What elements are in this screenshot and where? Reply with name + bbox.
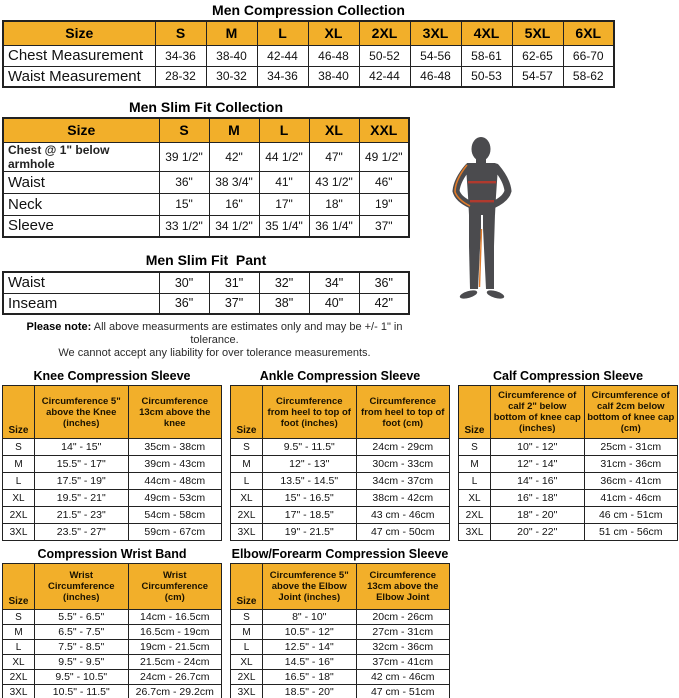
measurement-value-cell: 34-36 bbox=[155, 45, 206, 66]
size-cell: S bbox=[231, 610, 263, 625]
male-figure-silhouette bbox=[447, 136, 517, 312]
measurement-value-cell: 50-53 bbox=[461, 66, 512, 87]
header-row bbox=[3, 386, 222, 439]
size-row bbox=[3, 625, 222, 640]
section-men-slim-fit-pant bbox=[2, 252, 410, 315]
measurement-value-cell: 34 1/2" bbox=[209, 215, 259, 237]
size-row bbox=[231, 524, 450, 541]
cm-column-header: Circumference of calf 2cm below bottom of knee cap (cm) bbox=[584, 386, 678, 439]
cm-value-cell: 30cm - 33cm bbox=[356, 456, 450, 473]
measurement-row bbox=[3, 215, 409, 237]
cm-value-cell: 19cm - 21.5cm bbox=[128, 640, 222, 655]
sleeve-tables-row-2 bbox=[2, 547, 679, 698]
size-row bbox=[231, 625, 450, 640]
size-cell: S bbox=[3, 610, 35, 625]
size-row bbox=[231, 507, 450, 524]
cm-column-header: Circumference 13cm above the knee bbox=[128, 386, 222, 439]
measurement-value-cell: 35 1/4" bbox=[259, 215, 309, 237]
header-row bbox=[231, 386, 450, 439]
size-column-header: M bbox=[206, 21, 257, 45]
inches-value-cell: 16" - 18" bbox=[491, 490, 585, 507]
row-label: Waist bbox=[3, 171, 159, 193]
measurement-value-cell: 42-44 bbox=[257, 45, 308, 66]
size-row bbox=[3, 655, 222, 670]
size-row bbox=[231, 473, 450, 490]
section-elbow-sleeve bbox=[230, 547, 450, 698]
inches-value-cell: 20" - 22" bbox=[491, 524, 585, 541]
size-cell: L bbox=[231, 473, 263, 490]
men-compression-table bbox=[2, 20, 615, 88]
cm-value-cell: 20cm - 26cm bbox=[356, 610, 450, 625]
size-row bbox=[3, 685, 222, 698]
measurement-value-cell: 54-56 bbox=[410, 45, 461, 66]
size-row bbox=[231, 640, 450, 655]
size-cell: M bbox=[3, 625, 35, 640]
size-row bbox=[231, 490, 450, 507]
size-column-header: Size bbox=[231, 386, 263, 439]
row-label: Waist Measurement bbox=[3, 66, 155, 87]
cm-column-header: Circumference 13cm above the Elbow Joint bbox=[356, 564, 450, 610]
size-column-header: XL bbox=[309, 118, 359, 142]
inches-column-header: Circumference from heel to top of foot (inches) bbox=[263, 386, 357, 439]
cm-column-header: Wrist Circumference (cm) bbox=[128, 564, 222, 610]
cm-value-cell: 47 cm - 50cm bbox=[356, 524, 450, 541]
measurement-value-cell: 42" bbox=[209, 142, 259, 171]
measurement-value-cell: 39 1/2" bbox=[159, 142, 209, 171]
measurement-row bbox=[3, 272, 409, 293]
table-title-elbow-sleeve: Elbow/Forearm Compression Sleeve bbox=[231, 547, 449, 561]
measurement-value-cell: 42" bbox=[359, 293, 409, 314]
inches-value-cell: 14" - 15" bbox=[35, 439, 129, 456]
inches-value-cell: 5.5" - 6.5" bbox=[35, 610, 129, 625]
inches-value-cell: 15.5" - 17" bbox=[35, 456, 129, 473]
size-column-header: 2XL bbox=[359, 21, 410, 45]
wrist-band-table bbox=[2, 563, 222, 698]
size-row bbox=[3, 507, 222, 524]
size-cell: L bbox=[231, 640, 263, 655]
inches-value-cell: 17.5" - 19" bbox=[35, 473, 129, 490]
measurement-row bbox=[3, 193, 409, 215]
measurement-row bbox=[3, 142, 409, 171]
row-label: Inseam bbox=[3, 293, 159, 314]
size-cell: XL bbox=[231, 655, 263, 670]
measurement-value-cell: 46-48 bbox=[410, 66, 461, 87]
tolerance-note-bold: Please note: bbox=[26, 321, 92, 333]
inches-value-cell: 16.5" - 18" bbox=[263, 670, 357, 685]
measurement-value-cell: 43 1/2" bbox=[309, 171, 359, 193]
row-label: Neck bbox=[3, 193, 159, 215]
size-column-header: XXL bbox=[359, 118, 409, 142]
cm-value-cell: 24cm - 29cm bbox=[356, 439, 450, 456]
cm-value-cell: 49cm - 53cm bbox=[128, 490, 222, 507]
measurement-value-cell: 50-52 bbox=[359, 45, 410, 66]
size-cell: XL bbox=[3, 655, 35, 670]
cm-value-cell: 37cm - 41cm bbox=[356, 655, 450, 670]
measurement-value-cell: 19" bbox=[359, 193, 409, 215]
section-men-compression bbox=[2, 2, 615, 88]
size-cell: S bbox=[3, 439, 35, 456]
cm-value-cell: 34cm - 37cm bbox=[356, 473, 450, 490]
measurement-value-cell: 16" bbox=[209, 193, 259, 215]
size-column-header: Size bbox=[3, 21, 155, 45]
men-slim-fit-pant-table bbox=[2, 271, 410, 315]
inches-value-cell: 9.5" - 11.5" bbox=[263, 439, 357, 456]
header-row bbox=[3, 21, 614, 45]
measurement-row bbox=[3, 45, 614, 66]
table-title-wrist-band: Compression Wrist Band bbox=[37, 547, 187, 561]
measurement-value-cell: 32" bbox=[259, 272, 309, 293]
size-cell: 2XL bbox=[3, 507, 35, 524]
measurement-value-cell: 58-61 bbox=[461, 45, 512, 66]
measurement-value-cell: 30" bbox=[159, 272, 209, 293]
size-cell: XL bbox=[3, 490, 35, 507]
measurement-value-cell: 44 1/2" bbox=[259, 142, 309, 171]
row-label: Sleeve bbox=[3, 215, 159, 237]
size-row bbox=[231, 439, 450, 456]
measurement-value-cell: 58-62 bbox=[563, 66, 614, 87]
inches-column-header: Wrist Circumference (inches) bbox=[35, 564, 129, 610]
inches-column-header: Circumference 5" above the Knee (inches) bbox=[35, 386, 129, 439]
size-column-header: L bbox=[259, 118, 309, 142]
inches-value-cell: 8" - 10" bbox=[263, 610, 357, 625]
size-row bbox=[231, 610, 450, 625]
size-column-header: Size bbox=[459, 386, 491, 439]
size-column-header: 4XL bbox=[461, 21, 512, 45]
tolerance-note bbox=[2, 321, 427, 360]
size-column-header: 3XL bbox=[410, 21, 461, 45]
size-column-header: M bbox=[209, 118, 259, 142]
cm-value-cell: 31cm - 36cm bbox=[584, 456, 678, 473]
cm-value-cell: 54cm - 58cm bbox=[128, 507, 222, 524]
cm-value-cell: 41cm - 46cm bbox=[584, 490, 678, 507]
cm-value-cell: 38cm - 42cm bbox=[356, 490, 450, 507]
section-wrist-band bbox=[2, 547, 222, 698]
inches-value-cell: 15" - 16.5" bbox=[263, 490, 357, 507]
ankle-sleeve-table bbox=[230, 385, 450, 541]
measurement-value-cell: 37" bbox=[209, 293, 259, 314]
measurement-row bbox=[3, 293, 409, 314]
measurement-value-cell: 17" bbox=[259, 193, 309, 215]
size-cell: 2XL bbox=[231, 670, 263, 685]
cm-value-cell: 42 cm - 46cm bbox=[356, 670, 450, 685]
measurement-value-cell: 36" bbox=[159, 171, 209, 193]
inches-value-cell: 10.5" - 12" bbox=[263, 625, 357, 640]
measurement-value-cell: 40" bbox=[309, 293, 359, 314]
inches-value-cell: 18" - 20" bbox=[491, 507, 585, 524]
size-row bbox=[3, 456, 222, 473]
section-ankle-sleeve bbox=[230, 369, 450, 541]
size-cell: L bbox=[459, 473, 491, 490]
inches-value-cell: 17" - 18.5" bbox=[263, 507, 357, 524]
size-row bbox=[459, 507, 678, 524]
size-column-header: S bbox=[155, 21, 206, 45]
table-title-calf-sleeve: Calf Compression Sleeve bbox=[492, 369, 644, 383]
size-cell: S bbox=[459, 439, 491, 456]
size-cell: M bbox=[231, 625, 263, 640]
measurement-value-cell: 46" bbox=[359, 171, 409, 193]
size-row bbox=[231, 685, 450, 698]
measurement-value-cell: 47" bbox=[309, 142, 359, 171]
size-row bbox=[3, 473, 222, 490]
header-row bbox=[3, 564, 222, 610]
size-row bbox=[3, 670, 222, 685]
size-row bbox=[3, 439, 222, 456]
inches-value-cell: 10.5" - 11.5" bbox=[35, 685, 129, 698]
figure-right-leg bbox=[483, 214, 495, 289]
row-label: Waist bbox=[3, 272, 159, 293]
size-cell: 3XL bbox=[231, 685, 263, 698]
measurement-value-cell: 49 1/2" bbox=[359, 142, 409, 171]
size-cell: M bbox=[231, 456, 263, 473]
measurement-value-cell: 46-48 bbox=[308, 45, 359, 66]
figure-right-foot bbox=[486, 289, 505, 300]
size-row bbox=[459, 524, 678, 541]
measurement-value-cell: 38 3/4" bbox=[209, 171, 259, 193]
cm-value-cell: 44cm - 48cm bbox=[128, 473, 222, 490]
inches-value-cell: 10" - 12" bbox=[491, 439, 585, 456]
measurement-value-cell: 37" bbox=[359, 215, 409, 237]
size-cell: 2XL bbox=[459, 507, 491, 524]
inches-column-header: Circumference 5" above the Elbow Joint (inches) bbox=[263, 564, 357, 610]
measurement-value-cell: 36 1/4" bbox=[309, 215, 359, 237]
inches-value-cell: 18.5" - 20" bbox=[263, 685, 357, 698]
inches-value-cell: 9.5" - 9.5" bbox=[35, 655, 129, 670]
inches-value-cell: 7.5" - 8.5" bbox=[35, 640, 129, 655]
size-cell: M bbox=[459, 456, 491, 473]
inches-value-cell: 23.5" - 27" bbox=[35, 524, 129, 541]
size-row bbox=[459, 490, 678, 507]
table-title-ankle-sleeve: Ankle Compression Sleeve bbox=[259, 369, 421, 383]
cm-value-cell: 27cm - 31cm bbox=[356, 625, 450, 640]
inches-value-cell: 13.5" - 14.5" bbox=[263, 473, 357, 490]
table-title-men-slim-fit: Men Slim Fit Collection bbox=[128, 99, 283, 115]
calf-sleeve-table bbox=[458, 385, 678, 541]
size-row bbox=[459, 473, 678, 490]
header-row bbox=[231, 564, 450, 610]
measurement-value-cell: 34" bbox=[309, 272, 359, 293]
cm-value-cell: 36cm - 41cm bbox=[584, 473, 678, 490]
cm-value-cell: 43 cm - 46cm bbox=[356, 507, 450, 524]
size-cell: 2XL bbox=[3, 670, 35, 685]
inches-value-cell: 14" - 16" bbox=[491, 473, 585, 490]
sleeve-tables-row-1 bbox=[2, 369, 679, 541]
inches-value-cell: 19.5" - 21" bbox=[35, 490, 129, 507]
elbow-sleeve-table bbox=[230, 563, 450, 698]
tolerance-note-text: All above measurments are estimates only and may be +/- 1" in tolerance. bbox=[91, 321, 403, 346]
size-cell: XL bbox=[231, 490, 263, 507]
inches-column-header: Circumference of calf 2" below bottom of knee cap (inches) bbox=[491, 386, 585, 439]
inches-value-cell: 14.5" - 16" bbox=[263, 655, 357, 670]
men-slim-fit-table bbox=[2, 117, 410, 238]
measurement-value-cell: 62-65 bbox=[512, 45, 563, 66]
cm-value-cell: 21.5cm - 24cm bbox=[128, 655, 222, 670]
knee-sleeve-table bbox=[2, 385, 222, 541]
cm-value-cell: 59cm - 67cm bbox=[128, 524, 222, 541]
size-column-header: S bbox=[159, 118, 209, 142]
cm-value-cell: 51 cm - 56cm bbox=[584, 524, 678, 541]
cm-value-cell: 39cm - 43cm bbox=[128, 456, 222, 473]
size-row bbox=[3, 490, 222, 507]
size-column-header: Size bbox=[3, 386, 35, 439]
inches-value-cell: 19" - 21.5" bbox=[263, 524, 357, 541]
table-title-men-compression: Men Compression Collection bbox=[212, 2, 405, 18]
size-row bbox=[459, 456, 678, 473]
size-cell: M bbox=[3, 456, 35, 473]
cm-column-header: Circumference from heel to top of foot (cm) bbox=[356, 386, 450, 439]
measurement-value-cell: 38" bbox=[259, 293, 309, 314]
size-row bbox=[3, 524, 222, 541]
cm-value-cell: 32cm - 36cm bbox=[356, 640, 450, 655]
measurement-value-cell: 41" bbox=[259, 171, 309, 193]
size-column-header: 5XL bbox=[512, 21, 563, 45]
section-calf-sleeve bbox=[458, 369, 678, 541]
inches-value-cell: 9.5" - 10.5" bbox=[35, 670, 129, 685]
cm-value-cell: 47 cm - 51cm bbox=[356, 685, 450, 698]
size-cell: 2XL bbox=[231, 507, 263, 524]
size-cell: L bbox=[3, 640, 35, 655]
tolerance-note-line2: We cannot accept any liability for over tolerance measurements. bbox=[58, 347, 371, 359]
measurement-value-cell: 38-40 bbox=[206, 45, 257, 66]
measurement-value-cell: 34-36 bbox=[257, 66, 308, 87]
cm-value-cell: 24cm - 26.7cm bbox=[128, 670, 222, 685]
header-row bbox=[3, 118, 409, 142]
inches-value-cell: 21.5" - 23" bbox=[35, 507, 129, 524]
table-title-men-slim-fit-pant: Men Slim Fit Pant bbox=[145, 252, 267, 268]
measurement-value-cell: 28-32 bbox=[155, 66, 206, 87]
size-cell: XL bbox=[459, 490, 491, 507]
size-cell: L bbox=[3, 473, 35, 490]
chest-measure-line bbox=[468, 181, 496, 183]
measurement-row bbox=[3, 66, 614, 87]
measurement-value-cell: 54-57 bbox=[512, 66, 563, 87]
inches-value-cell: 12" - 14" bbox=[491, 456, 585, 473]
size-row bbox=[231, 456, 450, 473]
size-cell: 3XL bbox=[3, 524, 35, 541]
measurement-value-cell: 36" bbox=[159, 293, 209, 314]
inches-value-cell: 12.5" - 14" bbox=[263, 640, 357, 655]
measurement-value-cell: 31" bbox=[209, 272, 259, 293]
row-label: Chest @ 1" below armhole bbox=[3, 142, 159, 171]
waist-measure-line bbox=[470, 200, 494, 202]
size-column-header: 6XL bbox=[563, 21, 614, 45]
measurement-value-cell: 18" bbox=[309, 193, 359, 215]
size-column-header: Size bbox=[231, 564, 263, 610]
inches-value-cell: 12" - 13" bbox=[263, 456, 357, 473]
tolerance-note-line1 bbox=[2, 321, 427, 347]
size-row bbox=[3, 640, 222, 655]
measurement-value-cell: 38-40 bbox=[308, 66, 359, 87]
cm-value-cell: 26.7cm - 29.2cm bbox=[128, 685, 222, 698]
section-knee-sleeve bbox=[2, 369, 222, 541]
measurement-value-cell: 15" bbox=[159, 193, 209, 215]
measurement-value-cell: 42-44 bbox=[359, 66, 410, 87]
measurement-value-cell: 66-70 bbox=[563, 45, 614, 66]
measurement-value-cell: 33 1/2" bbox=[159, 215, 209, 237]
size-row bbox=[459, 439, 678, 456]
size-row bbox=[231, 655, 450, 670]
cm-value-cell: 25cm - 31cm bbox=[584, 439, 678, 456]
size-cell: 3XL bbox=[459, 524, 491, 541]
measurement-value-cell: 30-32 bbox=[206, 66, 257, 87]
cm-value-cell: 35cm - 38cm bbox=[128, 439, 222, 456]
header-row bbox=[459, 386, 678, 439]
size-cell: 3XL bbox=[3, 685, 35, 698]
size-row bbox=[3, 610, 222, 625]
row-label: Chest Measurement bbox=[3, 45, 155, 66]
measurement-value-cell: 36" bbox=[359, 272, 409, 293]
size-row bbox=[231, 670, 450, 685]
table-title-knee-sleeve: Knee Compression Sleeve bbox=[33, 369, 191, 383]
size-column-header: Size bbox=[3, 118, 159, 142]
cm-value-cell: 16.5cm - 19cm bbox=[128, 625, 222, 640]
size-cell: 3XL bbox=[231, 524, 263, 541]
size-column-header: Size bbox=[3, 564, 35, 610]
inches-value-cell: 6.5" - 7.5" bbox=[35, 625, 129, 640]
size-column-header: XL bbox=[308, 21, 359, 45]
section-men-slim-fit bbox=[2, 99, 410, 238]
size-column-header: L bbox=[257, 21, 308, 45]
size-cell: S bbox=[231, 439, 263, 456]
measurement-row bbox=[3, 171, 409, 193]
cm-value-cell: 46 cm - 51cm bbox=[584, 507, 678, 524]
cm-value-cell: 14cm - 16.5cm bbox=[128, 610, 222, 625]
figure-left-foot bbox=[459, 289, 478, 300]
male-figure-svg bbox=[447, 136, 517, 312]
